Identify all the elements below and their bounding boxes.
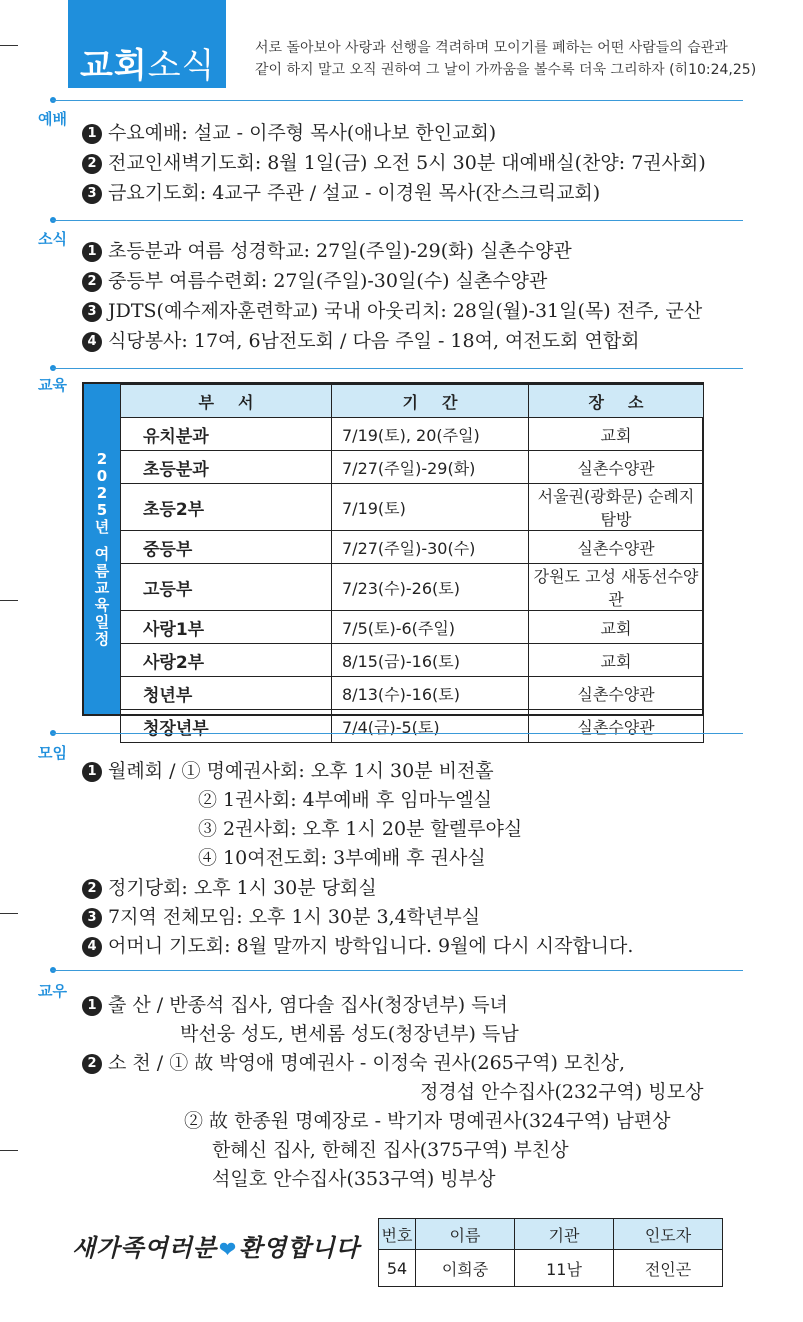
number-badge: 2 <box>82 154 102 174</box>
number-badge: 3 <box>82 908 102 928</box>
table-header-row <box>121 385 704 418</box>
section-rule <box>52 733 743 734</box>
table-row <box>121 677 704 710</box>
header-place: 장소 <box>529 385 704 418</box>
worship-item-text: 금요기도회: 4교구 주관 / 설교 - 이경원 목사(잔스크릭교회) <box>108 182 601 204</box>
meeting-subline: ③ 2권사회: 오후 1시 20분 할렐루야실 <box>198 818 523 840</box>
news-item <box>82 326 640 353</box>
meeting-text: 정기당회: 오후 1시 30분 당회실 <box>108 877 377 899</box>
side-title-char: 여 <box>94 544 110 563</box>
side-title-char: 일 <box>94 612 110 631</box>
news-item-text: 중등부 여름수련회: 27일(주일)-30일(수) 실촌수양관 <box>108 270 548 292</box>
cell-dept: 중등부 <box>121 531 332 564</box>
member-item <box>82 990 508 1017</box>
section-label-meetings: 모임 <box>38 744 67 762</box>
table-row <box>121 644 704 677</box>
margin-tick <box>0 45 18 46</box>
worship-item <box>82 118 496 145</box>
section-label-education: 교육 <box>38 376 67 394</box>
verse-line: 같이 하지 말고 오직 권하여 그 날이 가까움을 볼수록 더욱 그리하자 (히10:24,25) <box>255 62 757 78</box>
number-badge: 3 <box>82 302 102 322</box>
news-item-text: JDTS(예수제자훈련학교) 국내 아웃리치: 28일(월)-31일(목) 전주, 군산 <box>108 300 703 322</box>
cell-name: 이희중 <box>416 1250 515 1287</box>
cell-place: 실촌수양관 <box>529 677 704 710</box>
meeting-text: 어머니 기도회: 8월 말까지 방학입니다. 9월에 다시 시작합니다. <box>108 935 634 957</box>
heart-icon: ❤ <box>219 1237 237 1261</box>
side-title-char: 0 <box>96 466 108 485</box>
section-rule <box>52 970 743 971</box>
number-badge: 3 <box>82 184 102 204</box>
table-row <box>121 710 704 743</box>
news-item <box>82 266 547 293</box>
meeting-item <box>82 756 494 783</box>
cell-place: 교회 <box>529 611 704 644</box>
title-light: 소식 <box>147 46 216 86</box>
member-subline: ② 故 한종원 명예장로 - 박기자 명예권사(324구역) 남편상 <box>184 1110 671 1132</box>
table-row <box>121 484 704 531</box>
meeting-item <box>82 931 633 958</box>
news-item-text: 식당봉사: 17여, 6남전도회 / 다음 주일 - 18여, 여전도회 연합회 <box>108 330 640 352</box>
cell-place: 교회 <box>529 418 704 451</box>
worship-item <box>82 148 706 175</box>
header-period: 기간 <box>332 385 529 418</box>
header-group: 기관 <box>515 1219 614 1250</box>
number-badge: 1 <box>82 762 102 782</box>
schedule-side-title <box>84 384 120 714</box>
cell-place: 강원도 고성 새동선수양관 <box>529 564 704 611</box>
news-item <box>82 236 572 263</box>
member-item <box>82 1048 625 1075</box>
member-text: 소 천 / ① 故 박영애 명예권사 - 이정숙 권사(265구역) 모친상, <box>108 1052 626 1074</box>
cell-period: 7/23(수)-26(토) <box>332 564 529 611</box>
bible-verse <box>255 37 775 81</box>
cell-dept: 고등부 <box>121 564 332 611</box>
side-title-char: 년 <box>94 517 110 536</box>
number-badge: 2 <box>82 879 102 899</box>
cell-dept: 사랑2부 <box>121 644 332 677</box>
number-badge: 1 <box>82 124 102 144</box>
cell-period: 7/19(토) <box>332 484 529 531</box>
table-header-row <box>379 1219 723 1250</box>
cell-dept: 청년부 <box>121 677 332 710</box>
section-rule <box>52 368 743 369</box>
cell-period: 8/13(수)-16(토) <box>332 677 529 710</box>
table-row <box>121 451 704 484</box>
member-subline: 석일호 안수집사(353구역) 빙부상 <box>212 1168 496 1190</box>
header-no: 번호 <box>379 1219 416 1250</box>
table-row <box>379 1250 723 1287</box>
margin-tick <box>0 600 18 601</box>
number-badge: 4 <box>82 937 102 957</box>
number-badge: 2 <box>82 1054 102 1074</box>
meeting-item <box>82 873 377 900</box>
cell-place: 실촌수양관 <box>529 451 704 484</box>
side-title-char: 2 <box>96 449 108 468</box>
margin-tick <box>0 1150 18 1151</box>
page-title <box>80 38 215 87</box>
header-name: 이름 <box>416 1219 515 1250</box>
number-badge: 1 <box>82 996 102 1016</box>
cell-no: 54 <box>379 1250 416 1287</box>
cell-dept: 사랑1부 <box>121 611 332 644</box>
meeting-subline: ② 1권사회: 4부예배 후 임마누엘실 <box>198 789 492 811</box>
cell-dept: 유치분과 <box>121 418 332 451</box>
number-badge: 4 <box>82 332 102 352</box>
cell-dept: 초등2부 <box>121 484 332 531</box>
new-member-table <box>378 1218 723 1287</box>
welcome-text: 새가족여러분 <box>72 1233 218 1262</box>
cell-group: 11남 <box>515 1250 614 1287</box>
side-title-char: 정 <box>94 629 110 648</box>
cell-period: 7/4(금)-5(토) <box>332 710 529 743</box>
verse-line: 서로 돌아보아 사랑과 선행을 격려하며 모이기를 폐하는 어떤 사람들의 습관과 <box>255 40 728 56</box>
section-rule <box>52 100 743 101</box>
margin-tick <box>0 913 18 914</box>
header-dept: 부서 <box>121 385 332 418</box>
news-item <box>82 296 702 323</box>
meeting-subline: ④ 10여전도회: 3부예배 후 권사실 <box>198 847 486 869</box>
member-text: 출 산 / 반종석 집사, 염다솔 집사(청장년부) 득녀 <box>108 994 508 1016</box>
welcome-text: 환영합니다 <box>238 1233 360 1262</box>
cell-period: 8/15(금)-16(토) <box>332 644 529 677</box>
cell-place: 실촌수양관 <box>529 531 704 564</box>
worship-item-text: 수요예배: 설교 - 이주형 목사(애나보 한인교회) <box>108 122 497 144</box>
cell-period: 7/5(토)-6(주일) <box>332 611 529 644</box>
cell-place: 실촌수양관 <box>529 710 704 743</box>
section-label-members: 교우 <box>38 982 67 1000</box>
table-row <box>121 418 704 451</box>
side-title-char: 교 <box>94 578 110 597</box>
cell-dept: 청장년부 <box>121 710 332 743</box>
member-subline: 박선웅 성도, 변세롬 성도(청장년부) 득남 <box>180 1023 519 1045</box>
number-badge: 2 <box>82 272 102 292</box>
section-label-worship: 예배 <box>38 110 67 128</box>
meeting-item <box>82 902 480 929</box>
cell-dept: 초등분과 <box>121 451 332 484</box>
section-label-news: 소식 <box>38 230 67 248</box>
side-title-char: 육 <box>94 595 110 614</box>
table-row <box>121 611 704 644</box>
worship-item <box>82 178 600 205</box>
side-title-char: 름 <box>94 561 110 580</box>
news-item-text: 초등분과 여름 성경학교: 27일(주일)-29(화) 실촌수양관 <box>108 240 572 262</box>
table-row <box>121 531 704 564</box>
member-subline: 한혜신 집사, 한혜진 집사(375구역) 부친상 <box>212 1139 569 1161</box>
cell-period: 7/27(주일)-30(수) <box>332 531 529 564</box>
welcome-message <box>72 1228 360 1263</box>
member-subline: 정경섭 안수집사(232구역) 빙모상 <box>420 1081 704 1103</box>
cell-period: 7/19(토), 20(주일) <box>332 418 529 451</box>
cell-place: 서울권(광화문) 순례지 탐방 <box>529 484 704 531</box>
meeting-text: 월례회 / ① 명예권사회: 오후 1시 30분 비전홀 <box>108 760 494 782</box>
cell-period: 7/27(주일)-29(화) <box>332 451 529 484</box>
side-title-char: 2 <box>96 483 108 502</box>
number-badge: 1 <box>82 242 102 262</box>
header-guide: 인도자 <box>614 1219 723 1250</box>
education-schedule <box>82 382 704 739</box>
cell-place: 교회 <box>529 644 704 677</box>
side-title-char: 5 <box>96 500 108 519</box>
worship-item-text: 전교인새벽기도회: 8월 1일(금) 오전 5시 30분 대예배실(찬양: 7권사회) <box>108 152 706 174</box>
education-table <box>120 384 704 743</box>
section-rule <box>52 220 743 221</box>
title-bold: 교회 <box>80 46 148 86</box>
meeting-text: 7지역 전체모임: 오후 1시 30분 3,4학년부실 <box>108 906 481 928</box>
cell-guide: 전인곤 <box>614 1250 723 1287</box>
table-row <box>121 564 704 611</box>
